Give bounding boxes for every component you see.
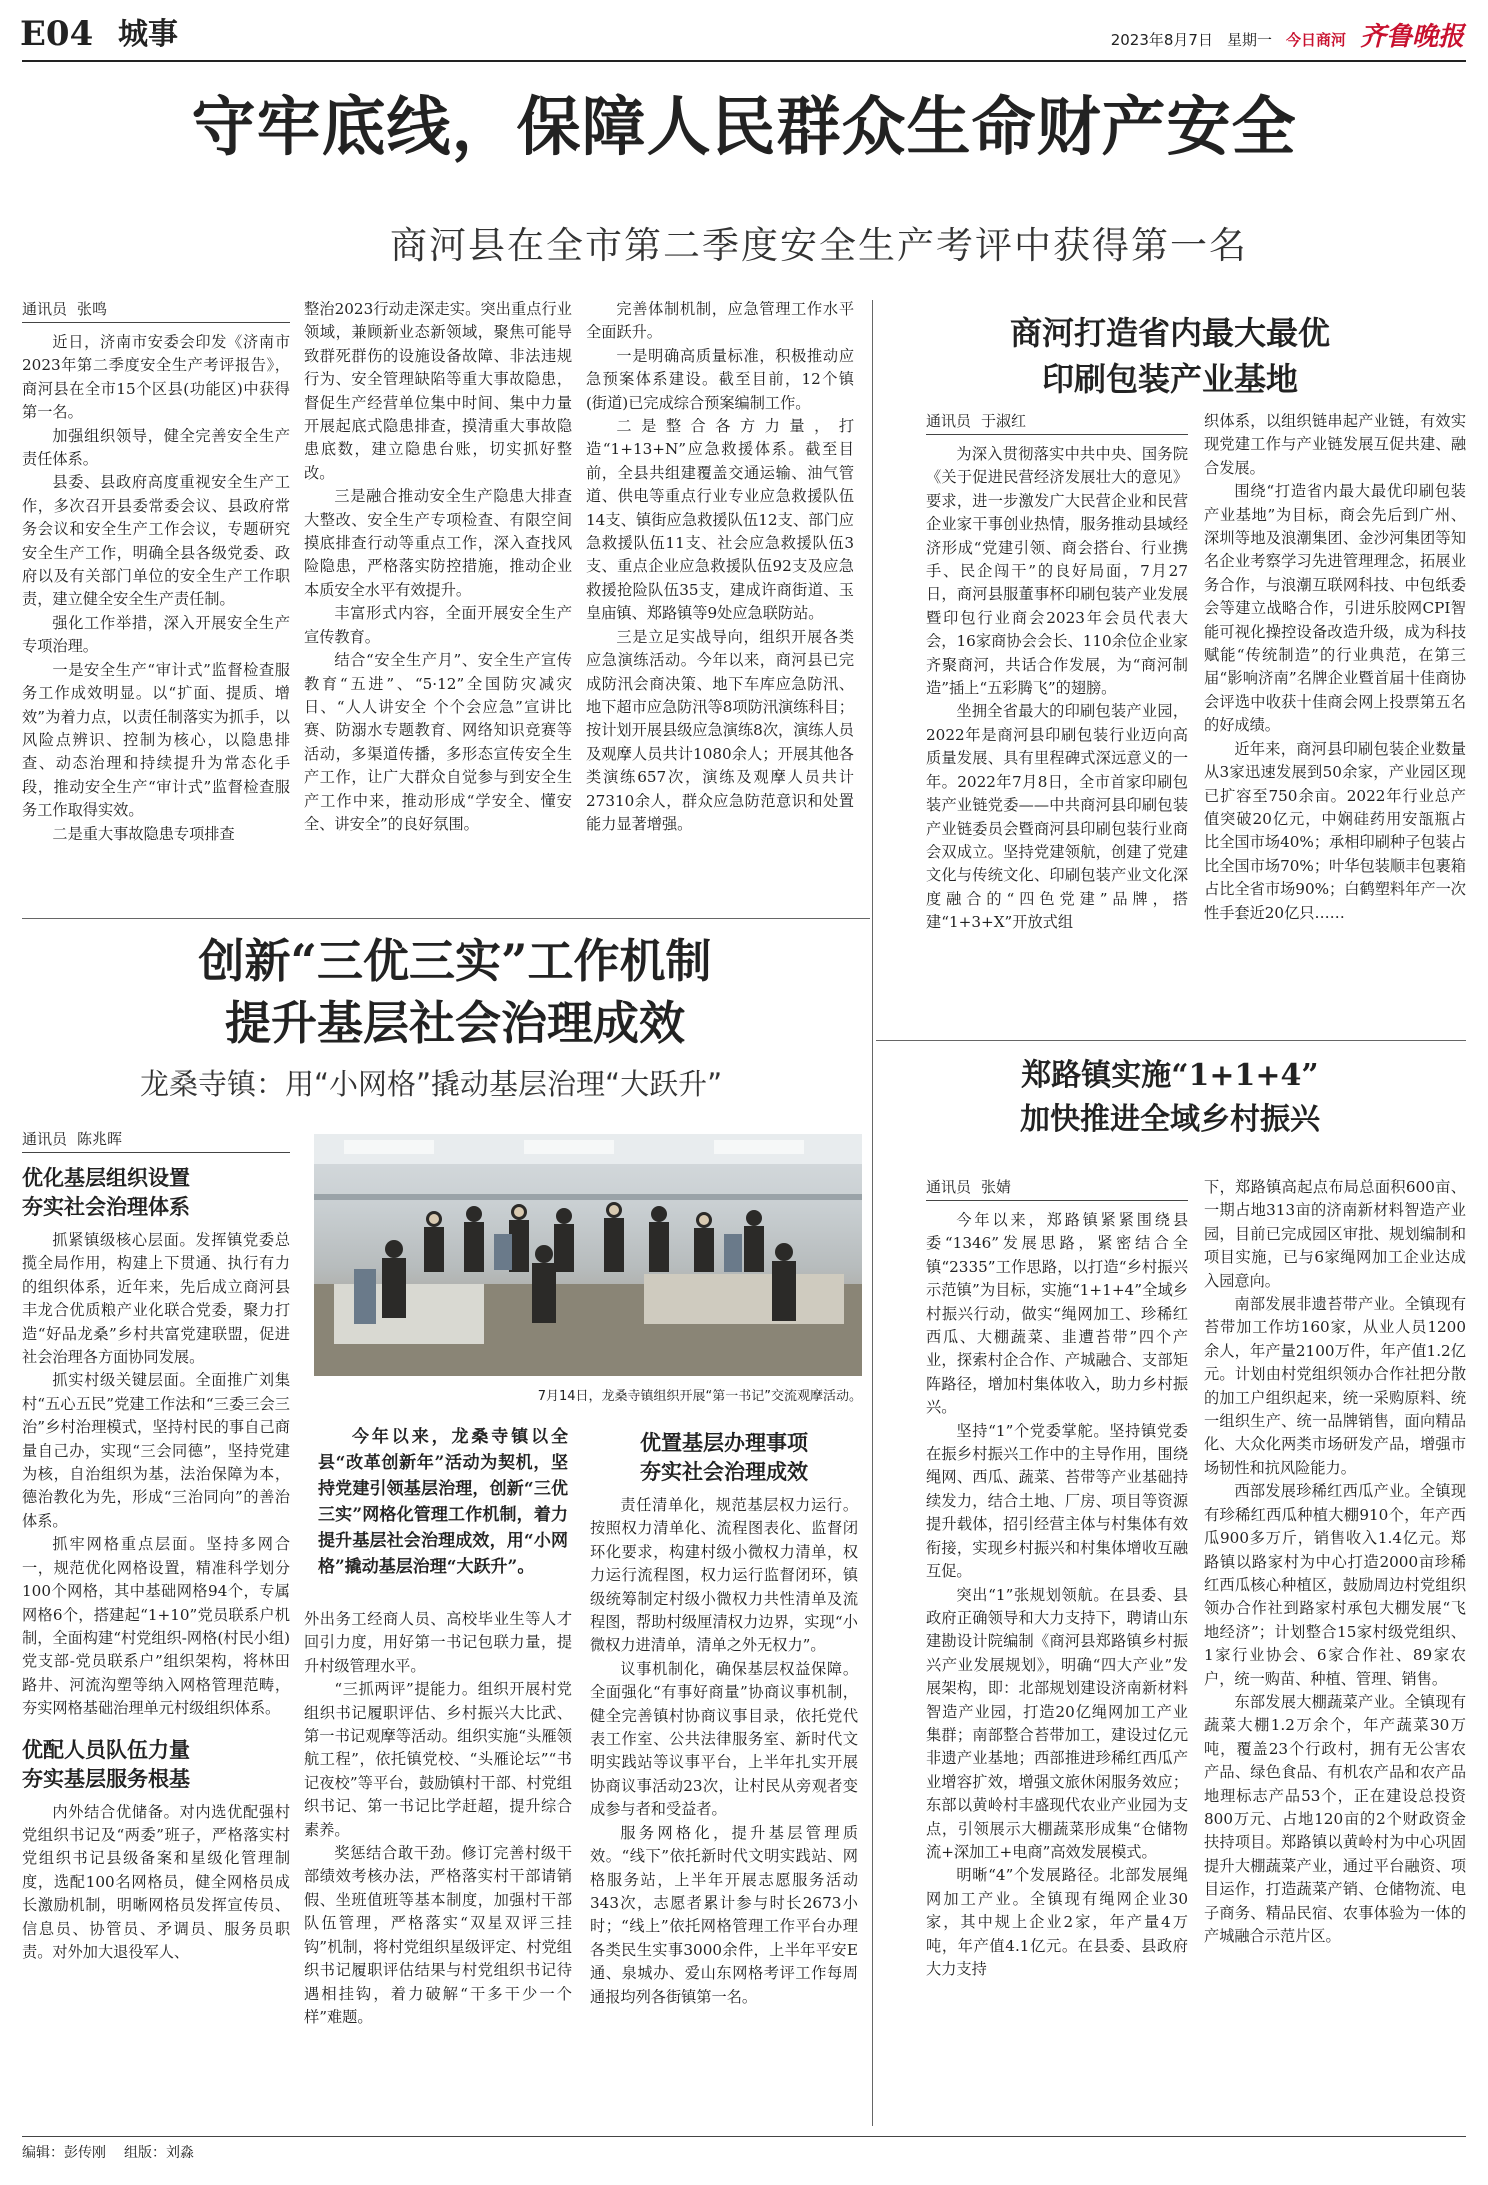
byline-name: 张鸣 — [77, 300, 108, 318]
article3-subtitle: 龙桑寺镇：用“小网格”撬动基层治理“大跃升” — [140, 1067, 723, 1101]
page-code: E04 — [20, 14, 94, 54]
issue-date: 2023年8月7日 — [1110, 31, 1213, 49]
article1-col1 — [22, 298, 290, 908]
paragraph: 丰富形式内容，全面开展安全生产宣传教育。 — [304, 604, 572, 646]
footer-credits — [22, 2142, 194, 2164]
article4-title-line1: 郑路镇实施“1+1+4” — [1021, 1058, 1319, 1093]
paragraph: 突出“1”张规划领航。在县委、县政府正确领导和大力支持下，聘请山东建勘设计院编制《商河县郑路镇乡村振兴产业发展规划》，明确“四大产业”发展架构，即：北部规划建设济南新材料智造产业园，打造20亿绳网加工产业集群；南部整合苔带加工，建设过亿元非遗产业基地；西部推进珍稀红西瓜产业增容扩效，增强文旅休闲服务效应；东部以黄岭村丰盛现代农业产业园为支点，引领展示大棚蔬菜形成集“仓储物流+深加工+电商”高效发展模式。 — [926, 1585, 1188, 1861]
paragraph: 今年以来，郑路镇紧紧围绕县委“1346”发展思路，紧密结合全镇“2335”工作思路，以打造“乡村振兴示范镇”为目标，实施“1+1+4”全域乡村振兴行动，做实“绳网加工、珍稀红西瓜、大棚蔬菜、韭遭苔带”四个产业，探索村企合作、产城融合、支部矩阵路径，增加村集体收入，助力乡村振兴。 — [926, 1211, 1188, 1417]
article3-subhead3: 优置基层办理事项 夯实社会治理成效 — [640, 1430, 808, 1484]
paragraph: 抓紧镇级核心层面。发挥镇党委总揽全局作用，构建上下贯通、执行有力的组织体系，近年来，先后成立商河县丰龙合优质粮产业化联合党委，聚力打造“好品龙桑”乡村共富党建联盟，促进社会治理各方面协同发展。 — [22, 1231, 290, 1367]
issue-weekday: 星期一 — [1226, 31, 1272, 49]
paragraph: 一是明确高质量标准，积极推动应急预案体系建设。截至目前，12个镇(街道)已完成综合预案编制工作。 — [586, 346, 854, 412]
article2-byline — [926, 410, 1188, 435]
article1-byline — [22, 298, 290, 323]
article4-col1 — [926, 1176, 1188, 2131]
article1-subtitle: 商河县在全市第二季度安全生产考评中获得第一名 — [390, 224, 1248, 267]
footer-rule — [22, 2136, 1466, 2137]
byline-name: 张婧 — [981, 1178, 1012, 1196]
paragraph: 内外结合优储备。对内选优配强村党组织书记及“两委”班子，严格落实村党组织书记县级备案和星级化管理制度，选配100名网格员，健全网格员成长激励机制，明晰网格员发挥宣传员、信息员、协管员、矛调员、服务员职责。对外加大退役军人、 — [22, 1802, 290, 1961]
byline-label: 通讯员 — [22, 300, 68, 318]
paragraph: 外出务工经商人员、高校毕业生等人才回引力度，用好第一书记包联力量，提升村级管理水平。 — [304, 1610, 572, 1675]
paragraph: 抓实村级关键层面。全面推广刘集村“五心五民”党建工作法和“三委三会三治”乡村治理模式，坚持村民的事自己商量自己办，实现“三会同德”，坚持党建为核，自治组织为基，法治保障为本，德治教化为先，形成“三治同向”的善治体系。 — [22, 1371, 290, 1530]
paragraph: 加强组织领导，健全完善安全生产责任体系。 — [22, 426, 290, 469]
article3-col1 — [22, 1128, 290, 2128]
byline-name: 于淑红 — [981, 412, 1027, 430]
paragraph: 抓牢网格重点层面。坚持多网合一，规范优化网格设置，精准科学划分100个网格，其中基础网格94个，专属网格6个，搭建起“1+10”党员联系户机制，全面构建“村党组织-网格(村民小组)党支部-党员联系户”组织架构，将林田路井、河流沟塑等纳入网格管理范畴，夯实网格基础治理单元村级组织体系。 — [22, 1535, 290, 1718]
byline-label: 通讯员 — [22, 1130, 68, 1148]
article1-title: 守牢底线，保障人民群众生命财产安全 — [191, 90, 1297, 165]
paragraph: 近年来，商河县印刷包装企业数量从3家迅速发展到50余家，产业园区现已扩容至750余亩。2022年行业总产值突破20亿元，中娴硅药用安瓿瓶占比全国市场40%；承相印刷种子包装占比全国市场70%；叶华包装顺丰包裹箱占比全省市场90%；白鹤塑料年产一次性手套近20亿只…… — [1204, 739, 1466, 922]
paragraph: 南部发展非遗苔带产业。全镇现有苔带加工作坊160家，从业人员1200余人，年产量2100万件，年产值1.2亿元。计划由村党组织领办合作社把分散的加工户组织起来，统一采购原料、统一组织生产、统一品牌销售，面向精品化、大众化两类市场研发产品，增强市场韧性和抗风险能力。 — [1204, 1295, 1466, 1477]
paragraph: 坐拥全省最大的印刷包装产业园，2022年是商河县印刷包装行业迈向高质量发展、具有里程碑式深远意义的一年。2022年7月8日，全市首家印刷包装产业链党委——中共商河县印刷包装产业链委员会暨商河县印刷包装行业商会双成立。坚持党建领航，创建了党建文化与传统文化、印刷包装产业文化深度融合的“四色党建”品牌，搭建“1+3+X”开放式组 — [926, 702, 1188, 932]
paragraph: 结合“安全生产月”、安全生产宣传教育“五进”、“5·12”全国防灾减灾日、“人人讲安全 个个会应急”宣讲比赛、防溺水专题教育、网络知识竞赛等活动，多渠道传播，多形态宣传安全生产工作，让广大群众自觉参与到安全生产工作中来，推动形成“学安全、懂安全、讲安全”的良好氛围。 — [304, 651, 572, 833]
article3-subhead1: 优化基层组织设置 夯实社会治理体系 — [22, 1165, 190, 1219]
article4-byline — [926, 1176, 1188, 1201]
article2-title-line2: 印刷包装产业基地 — [1041, 360, 1298, 398]
article3-title-line1: 创新“三优三实”工作机制 — [198, 934, 712, 988]
paragraph: 议事机制化，确保基层权益保障。全面强化“有事好商量”协商议事机制，健全完善镇村协商议事目录，依托党代表工作室、公共法律服务室、新时代文明实践站等议事平台，上半年扎实开展协商议事活动23次，让村民从旁观者变成参与者和受益者。 — [590, 1659, 858, 1819]
article3-col3 — [590, 1428, 858, 2128]
paragraph: 坚持“1”个党委掌舵。坚持镇党委在振乡村振兴工作中的主导作用，围绕绳网、西瓜、蔬菜、苔带等产业基础持续发力，结合土地、厂房、项目等资源提升载体，招引经营主体与村集体有效衔接，实现乡村振兴和村集体增收互融互促。 — [926, 1421, 1188, 1581]
article2-col1 — [926, 410, 1188, 1030]
people-scene-icon — [314, 1134, 862, 1376]
byline-name: 陈兆晖 — [77, 1130, 123, 1148]
article3-photo — [314, 1134, 862, 1376]
byline-label: 通讯员 — [926, 412, 972, 430]
paragraph: 近日，济南市安委会印发《济南市2023年第二季度安全生产考评报告》，商河县在全市15个区县(功能区)中获得第一名。 — [22, 333, 290, 422]
paragraph: 东部发展大棚蔬菜产业。全镇现有蔬菜大棚1.2万余个，年产蔬菜30万吨，覆盖23个行政村，拥有无公害农产品、绿色食品、有机农产品和农产品地理标志产品53个，正在建设总投资800万元、占地120亩的2个财政资金扶持项目。郑路镇以黄岭村为中心巩固提升大棚蔬菜产业，通过平台融资、项目运作，打造蔬菜产销、仓储物流、电子商务、精品民宿、农事体验为一体的产城融合示范片区。 — [1204, 1692, 1466, 1945]
article3-lead — [318, 1424, 568, 1604]
paragraph: 西部发展珍稀红西瓜产业。全镇现有珍稀红西瓜种植大棚910个，年产西瓜900多万斤，销售收入1.4亿元。郑路镇以路家村为中心打造2000亩珍稀红西瓜核心种植区，鼓励周边村党组织领办合作社到路家村承包大棚发展“飞地经济”；计划整合15家村级党组织、1家行业协会、6家合作社、89家农户，统一购苗、种植、管理、销售。 — [1204, 1482, 1466, 1688]
article4-title — [870, 1054, 1470, 1142]
paper-logo: 齐鲁晚报 — [1359, 22, 1464, 52]
footer-layout: 组版：刘淼 — [124, 2145, 194, 2161]
footer-editor: 编辑：彭传刚 — [22, 2145, 106, 2161]
masthead-right — [1111, 22, 1464, 55]
paragraph: 整治2023行动走深走实。突出重点行业领域，兼顾新业态新领域，聚焦可能导致群死群伤的设施设备故障、非法违规行为、安全管理缺陷等重大事故隐患，督促生产经营单位集中时间、集中力量开展起底式隐患排查，摸清重大事故隐患底数，建立隐患台账，切实抓好整改。 — [304, 300, 572, 482]
paragraph: 下，郑路镇高起点布局总面积600亩、一期占地313亩的济南新材料智造产业园，目前已完成园区审批、规划编制和项目实施，已与6家绳网加工企业达成入园意向。 — [1204, 1178, 1466, 1290]
article2-title-line1: 商河打造省内最大最优 — [1009, 314, 1330, 352]
article3-subhead2: 优配人员队伍力量 夯实基层服务根基 — [22, 1736, 190, 1791]
paragraph: 奖惩结合敢干劲。修订完善村级干部绩效考核办法，严格落实村干部请销假、坐班值班等基本制度，加强村干部队伍管理，严格落实“双星双评三挂钩”机制，将村党组织星级评定、村党组织书记履职评估结果与村党组织书记待遇相挂钩，着力破解“干多干少一个样”难题。 — [304, 1844, 572, 2026]
paragraph: 县委、县政府高度重视安全生产工作，多次召开县委常委会议、县政府常务会议和安全生产工作会议，专题研究安全生产工作，明确全县各级党委、政府以及有关部门单位的安全生产工作职责，建立健全安全生产责任制。 — [22, 473, 290, 609]
paragraph: 二是重大事故隐患专项排查 — [52, 824, 235, 843]
horizontal-divider — [876, 1040, 1466, 1041]
article4-col2 — [1204, 1176, 1466, 2131]
article3-title-line2: 提升基层社会治理成效 — [225, 996, 685, 1050]
section-name: 城事 — [118, 17, 178, 52]
article2-col2 — [1204, 410, 1466, 1030]
paragraph: 责任清单化，规范基层权力运行。按照权力清单化、流程图表化、监督闭环化要求，构建村级小微权力清单，权力运行流程图，权力运行监督闭环，镇级统筹制定村级小微权力共性清单及流程图，帮助村级厘清权力边界，实现“小微权力进清单，清单之外无权力”。 — [590, 1496, 858, 1655]
edition-name: 今日商河 — [1285, 31, 1346, 49]
article1-col2 — [304, 298, 572, 908]
article3-byline — [22, 1128, 290, 1153]
article3-col2 — [304, 1608, 572, 2128]
paragraph: 三是融合推动安全生产隐患大排查大整改、安全生产专项检查、有限空间摸底排查行动等重点工作，深入查找风险隐患，严格落实防控措施，推动企业本质安全水平有效提升。 — [304, 487, 572, 599]
paragraph: 为深入贯彻落实中共中央、国务院《关于促进民营经济发展壮大的意见》要求，进一步激发广大民营企业和民营企业家干事创业热情，服务推动县域经济形成“党建引领、商会搭台、行业携手、民企闯干”的良好局面，7月27日，商河县服董事杯印刷包装产业发展暨印包行业商会2023年会员代表大会，16家商协会会长、110余位企业家齐聚商河，共话合作发展，为“商河制造”插上“五彩腾飞”的翅膀。 — [926, 445, 1188, 698]
paragraph: “三抓两评”提能力。组织开展村党组织书记履职评估、乡村振兴大比武、第一书记观摩等活动。组织实施“头雁领航工程”，依托镇党校、“头雁论坛”“书记夜校”等平台，鼓励镇村干部、村党组织书记、第一书记比学赶超，提升综合素养。 — [304, 1680, 572, 1839]
paragraph: 织体系，以组织链串起产业链，有效实现党建工作与产业链发展互促共建、融合发展。 — [1204, 412, 1466, 477]
masthead-rule — [22, 60, 1466, 62]
lead-paragraph: 今年以来，龙桑寺镇以全县“改革创新年”活动为契机，坚持党建引领基层治理，创新“三优三实”网格化管理工作机制，着力提升基层社会治理成效，用“小网格”撬动基层治理“大跃升”。 — [318, 1427, 568, 1577]
article3-title — [40, 930, 870, 1054]
paragraph: 明晰“4”个发展路径。北部发展绳网加工产业。全镇现有绳网企业30家，其中规上企业2家，年产量4万吨，年产值4.1亿元。在县委、县政府大力支持 — [926, 1866, 1188, 1978]
paragraph: 围绕“打造省内最大最优印刷包装产业基地”为目标，商会先后到广州、深圳等地及浪潮集团、金沙河集团等知名企业考察学习先进管理理念，拓展业务合作，与浪潮互联网科技、中包纸委会等建立战略合作，引进乐胶网CPI智能可视化操控设备改造升级，成为科技赋能“传统制造”的行业典范，在第三届“影响济南”名牌企业暨首届十佳商协会评选中收获十佳商会网上投票第五名的好成绩。 — [1204, 482, 1466, 735]
paragraph: 一是安全生产“审计式”监督检查服务工作成效明显。以“扩面、提质、增效”为着力点，以责任制落实为抓手，以风险点辨识、控制为核心，以隐患排查、动态治理和持续提升为常态化手段，推动安全生产“审计式”监督检查服务工作取得实效。 — [22, 660, 290, 820]
horizontal-divider — [22, 918, 870, 919]
byline-label: 通讯员 — [926, 1178, 972, 1196]
article1-col3 — [586, 298, 854, 908]
paragraph: 三是立足实战导向，组织开展各类应急演练活动。今年以来，商河县已完成防汛会商决策、地下车库应急防汛、地下超市应急防汛等8项防汛演练科目；按计划开展县级应急演练8次，演练人员及观摩人员共计1080余人；开展其他各类演练657次，演练及观摩人员共计27310余人，群众应急防范意识和处置能力显著增强。 — [586, 627, 854, 833]
vertical-divider — [872, 300, 873, 2126]
paragraph: 完善体制机制，应急管理工作水平全面跃升。 — [586, 300, 854, 342]
article4-title-line2: 加快推进全域乡村振兴 — [1020, 1102, 1320, 1137]
article3-photo-caption: 7月14日，龙桑寺镇组织开展“第一书记”交流观摩活动。 — [537, 1389, 862, 1404]
paragraph: 服务网格化，提升基层管理质效。“线下”依托新时代文明实践站、网格服务站，上半年开展志愿服务活动343次，志愿者累计参与时长2673小时；“线上”依托网格管理工作平台办理各类民生实事3000余件，上半年平安E通、泉城办、爱山东网格考评工作每周通报均列各街镇第一名。 — [590, 1823, 858, 2006]
paragraph: 强化工作举措，深入开展安全生产专项治理。 — [22, 613, 290, 656]
paragraph: 二是整合各方力量，打造“1+13+N”应急救援体系。截至目前，全县共组建覆盖交通运输、油气管道、供电等重点行业专业应急救援队伍14支、镇街应急救援队伍12支、部门应急救援队伍11支、社会应急救援队伍3支、重点企业应急救援队伍92支及应急救援抢险队伍35支，建成许商街道、玉皇庙镇、郑路镇等9处应急联防站。 — [586, 417, 854, 623]
article2-title — [870, 310, 1470, 402]
